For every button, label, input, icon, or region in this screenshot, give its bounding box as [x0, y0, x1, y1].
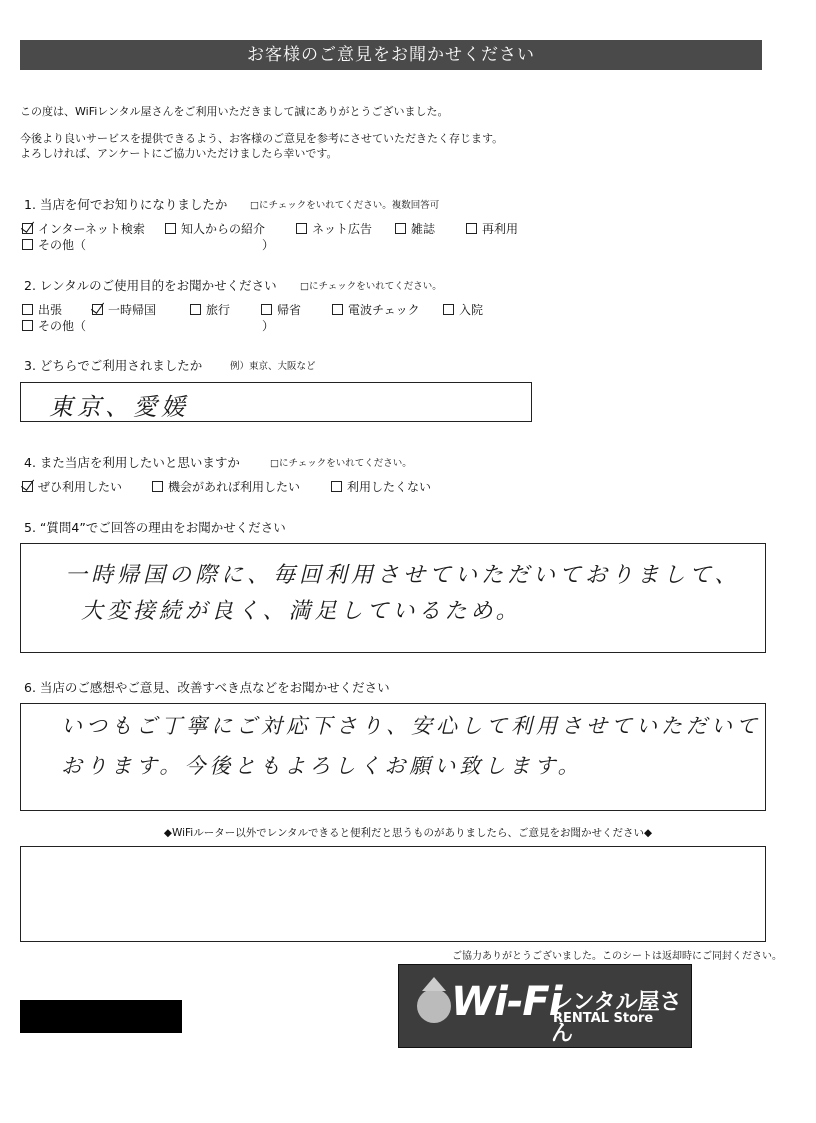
checkbox-icon[interactable]: [331, 481, 342, 492]
q1-note: □にチェックをいれてください。複数回答可: [250, 200, 440, 211]
intro-line-2: 今後より良いサービスを提供できるよう、お客様のご意見を参考にさせていただきたく存じます。: [20, 132, 504, 145]
q1-option-referral[interactable]: 知人からの紹介: [165, 220, 265, 237]
page-title: お客様のご意見をお聞かせください: [20, 40, 762, 70]
q2-option-return-home[interactable]: 帰省: [261, 301, 301, 318]
q7-title: ◆WiFiルーター以外でレンタルできると便利だと思うものがありましたら、ご意見をお聞かせください◆: [163, 827, 653, 839]
checkbox-icon[interactable]: [296, 223, 307, 234]
q6-title: 6. 当店のご感想やご意見、改善すべき点などをお聞かせください: [24, 680, 390, 695]
checkbox-icon[interactable]: [165, 223, 176, 234]
checkbox-icon[interactable]: [261, 304, 272, 315]
q6-answer-line-2: おります。今後ともよろしくお願い致します。: [61, 754, 583, 778]
q1-option-magazine[interactable]: 雑誌: [395, 220, 435, 237]
q3-answer-field[interactable]: [20, 382, 532, 422]
q2-other-close: ）: [262, 319, 275, 333]
q4-title: 4. また当店を利用したいと思いますか: [24, 455, 240, 470]
checkbox-icon[interactable]: [22, 239, 33, 250]
q6-answer-line-1: いつもご丁寧にご対応下さり、安心して利用させていただいて: [61, 714, 761, 738]
q1-option-net-ad[interactable]: ネット広告: [296, 220, 372, 237]
q4-option-no[interactable]: 利用したくない: [331, 478, 431, 495]
q2-option-travel[interactable]: 旅行: [190, 301, 230, 318]
q5-answer-field[interactable]: [20, 543, 766, 653]
q4-option-if-chance[interactable]: 機会があれば利用したい: [152, 478, 300, 495]
logo-jp-text: レンタル屋さん: [551, 990, 682, 1046]
checkbox-icon[interactable]: [395, 223, 406, 234]
q3-note: 例）東京、大阪など: [230, 361, 316, 372]
q2-option-hospital[interactable]: 入院: [443, 301, 483, 318]
checkbox-icon[interactable]: [190, 304, 201, 315]
intro-line-1: この度は、WiFiレンタル屋さんをご利用いただきまして誠にありがとうございました。: [20, 105, 449, 118]
q3-title: 3. どちらでご利用されましたか: [24, 358, 203, 373]
logo-en-text: RENTAL Store: [553, 1011, 654, 1026]
q4-option-definitely[interactable]: ぜひ利用したい: [22, 478, 122, 495]
q2-option-other[interactable]: その他（: [22, 317, 86, 334]
logo-wifi-text: Wi-Fi: [451, 979, 562, 1025]
brand-logo: [398, 964, 692, 1048]
q5-answer-line-2: 大変接続が良く、満足しているため。: [81, 599, 522, 624]
q1-title: 1. 当店を何でお知りになりましたか: [24, 197, 228, 212]
checkbox-icon[interactable]: [466, 223, 477, 234]
q1-option-other[interactable]: その他（: [22, 236, 86, 253]
crown-mascot-icon: [417, 989, 451, 1023]
checkbox-icon[interactable]: [22, 223, 33, 234]
checkbox-icon[interactable]: [22, 320, 33, 331]
checkbox-icon[interactable]: [92, 304, 103, 315]
q1-other-close: ）: [262, 238, 275, 252]
q2-option-homecoming[interactable]: 一時帰国: [92, 301, 156, 318]
intro-line-3: よろしければ、アンケートにご協力いただけましたら幸いです。: [20, 147, 338, 160]
q2-option-signal-check[interactable]: 電波チェック: [332, 301, 420, 318]
checkbox-icon[interactable]: [332, 304, 343, 315]
checkbox-icon[interactable]: [22, 304, 33, 315]
redacted-block: [20, 1000, 182, 1033]
q2-note: □にチェックをいれてください。: [300, 281, 442, 292]
q5-answer-line-1: 一時帰国の際に、毎回利用させていただいておりまして、: [65, 563, 741, 588]
q2-option-business[interactable]: 出張: [22, 301, 62, 318]
q2-title: 2. レンタルのご使用目的をお聞かせください: [24, 278, 277, 293]
q4-note: □にチェックをいれてください。: [270, 458, 412, 469]
checkbox-icon[interactable]: [443, 304, 454, 315]
checkbox-icon[interactable]: [152, 481, 163, 492]
q5-title: 5. “質問4”でご回答の理由をお聞かせください: [24, 520, 286, 535]
q1-option-internet[interactable]: インターネット検索: [22, 220, 145, 237]
footer-thanks: ご協力ありがとうございました。このシートは返却時にご同封ください。: [452, 951, 782, 962]
q6-answer-field[interactable]: [20, 703, 766, 811]
q3-answer-text: 東京、愛媛: [49, 393, 189, 421]
q1-option-reuse[interactable]: 再利用: [466, 220, 518, 237]
checkbox-icon[interactable]: [22, 481, 33, 492]
q7-answer-field[interactable]: [20, 846, 766, 942]
